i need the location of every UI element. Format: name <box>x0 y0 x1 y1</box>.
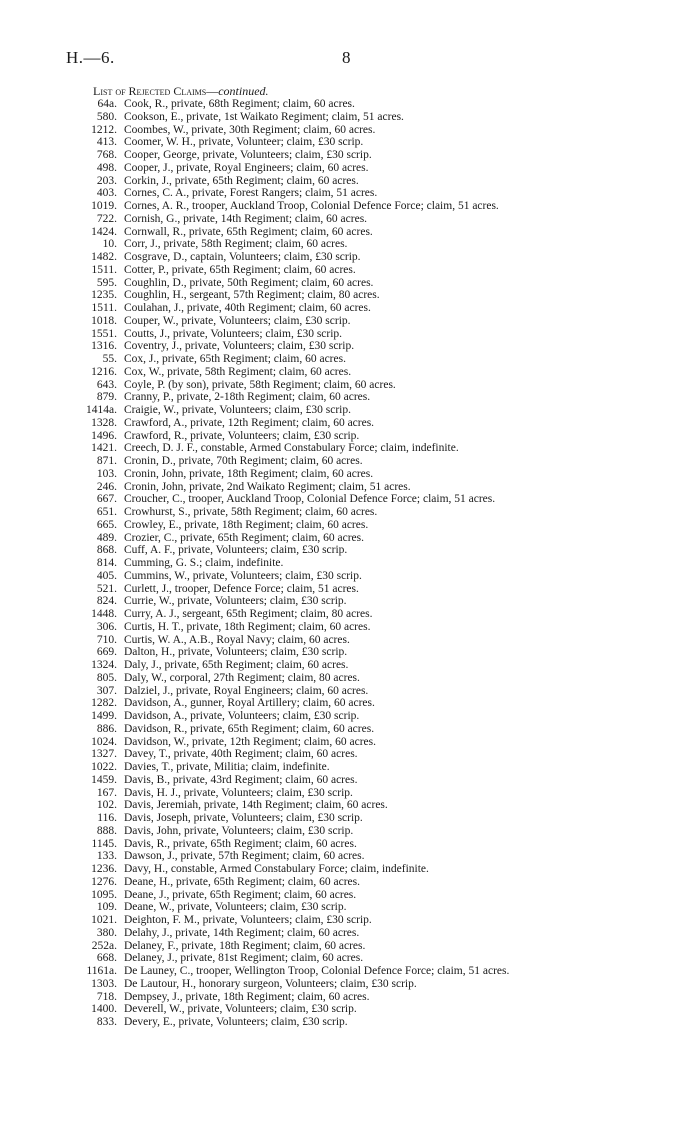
claim-number: 651. <box>96 506 117 518</box>
claim-text: Cuff, A. F., private, Volunteers; claim, £30 scrip. <box>124 544 348 557</box>
claim-text: Delahy, J., private, 14th Regiment; claim, 60 acres. <box>124 926 360 939</box>
claim-number: 403. <box>96 187 117 200</box>
claim-text: Cranny, P., private, 2-18th Regiment; claim, 60 acres. <box>124 391 371 404</box>
claim-text: Deane, J., private, 65th Regiment; claim, 60 acres. <box>124 888 357 901</box>
claim-number: 1448. <box>91 608 117 620</box>
claim-entry <box>60 213 690 226</box>
claim-number: 1496. <box>91 429 117 442</box>
claim-entry <box>60 723 690 736</box>
claim-number: 1324. <box>91 659 117 671</box>
claim-entry <box>60 914 690 927</box>
claim-entry <box>60 748 690 761</box>
claim-text: Davis, B., private, 43rd Regiment; claim, 60 acres. <box>124 773 358 786</box>
list-continued: continued. <box>218 84 269 98</box>
claim-entry <box>60 1016 690 1029</box>
claim-number: 252a. <box>91 939 117 952</box>
claim-text: Curlett, J., trooper, Defence Force; claim, 51 acres. <box>124 582 359 595</box>
claim-number: 306. <box>96 620 117 633</box>
claim-entry <box>60 557 690 570</box>
claim-entry <box>60 111 690 124</box>
claim-text: Cooper, George, private, Volunteers; claim, £30 scrip. <box>124 149 372 161</box>
claim-text: Cox, J., private, 65th Regiment; claim, 60 acres. <box>124 353 346 365</box>
claim-number: 167. <box>96 786 117 799</box>
claim-text: Crozier, C., private, 65th Regiment; claim, 60 acres. <box>124 531 365 544</box>
claim-entry <box>60 251 690 264</box>
claim-number: 1021. <box>91 914 117 926</box>
claim-number: 307. <box>96 684 117 697</box>
claim-entry <box>60 277 690 290</box>
claim-number: 722. <box>96 212 117 225</box>
claim-text: De Launey, C., trooper, Wellington Troop, Colonial Defence Force; claim, 51 acres. <box>124 965 510 977</box>
claim-text: Coutts, J., private, Volunteers; claim, £30 scrip. <box>124 327 343 340</box>
claim-entry <box>60 328 690 341</box>
claim-number: 888. <box>96 824 117 837</box>
claim-entry <box>60 532 690 545</box>
claim-entry <box>60 901 690 914</box>
claim-number: 580. <box>96 110 117 123</box>
claim-text: Davis, Joseph, private, Volunteers; claim, £30 scrip. <box>124 812 363 824</box>
claim-text: Dempsey, J., private, 18th Regiment; claim, 60 acres. <box>124 990 370 1003</box>
list-title: List of Rejected Claims— <box>93 84 219 98</box>
claim-entry <box>60 646 690 659</box>
claim-text: Coventry, J., private, Volunteers; claim, £30 scrip. <box>124 340 355 353</box>
claim-text: Cox, W., private, 58th Regiment; claim, 60 acres. <box>124 365 352 378</box>
claim-entry <box>60 404 690 417</box>
claim-text: Curry, A. J., sergeant, 65th Regiment; claim, 80 acres. <box>124 608 373 620</box>
claim-number: 1303. <box>91 977 117 990</box>
claim-number: 814. <box>96 557 117 569</box>
claim-entry <box>60 187 690 200</box>
claim-text: Davis, R., private, 65th Regiment; claim, 60 acres. <box>124 837 357 850</box>
claim-entry <box>60 608 690 621</box>
claim-number: 246. <box>96 480 117 493</box>
claim-text: Davis, John, private, Volunteers; claim, £30 scrip. <box>124 824 354 837</box>
claim-entry <box>60 876 690 889</box>
claim-entry <box>60 787 690 800</box>
claim-number: 203. <box>96 174 117 187</box>
claim-text: Corr, J., private, 58th Regiment; claim, 60 acres. <box>124 238 348 251</box>
claim-text: Cronin, John, private, 18th Regiment; claim, 60 acres. <box>124 467 374 480</box>
claim-number: 1212. <box>91 123 117 136</box>
claim-entry <box>60 124 690 137</box>
claim-number: 1018. <box>91 314 117 327</box>
claim-text: Crowhurst, S., private, 58th Regiment; claim, 60 acres. <box>124 506 378 518</box>
claim-text: Davidson, A., gunner, Royal Artillery; claim, 60 acres. <box>124 697 375 710</box>
claim-entry <box>60 965 690 978</box>
claim-entry <box>60 493 690 506</box>
claim-number: 64a. <box>97 98 117 110</box>
claim-entry <box>60 991 690 1004</box>
claim-entry <box>60 442 690 455</box>
claim-entry <box>60 468 690 481</box>
claim-entry <box>60 162 690 175</box>
claim-entry <box>60 149 690 162</box>
claim-entry <box>60 481 690 494</box>
claim-number: 768. <box>96 149 117 161</box>
claim-number: 405. <box>96 569 117 582</box>
claim-number: 665. <box>96 518 117 531</box>
claim-number: 1216. <box>91 365 117 378</box>
claim-entry <box>60 697 690 710</box>
claim-number: 133. <box>96 850 117 863</box>
claim-entry <box>60 238 690 251</box>
claim-entry <box>60 889 690 902</box>
claim-number: 886. <box>96 722 117 735</box>
claim-entry <box>60 927 690 940</box>
claim-text: Coyle, P. (by son), private, 58th Regiment; claim, 60 acres. <box>124 378 396 391</box>
claim-number: 1459. <box>91 773 117 786</box>
claim-number: 1482. <box>91 251 117 263</box>
claim-entry <box>60 710 690 723</box>
claim-entry <box>60 850 690 863</box>
claim-text: Coughlin, D., private, 50th Regiment; claim, 60 acres. <box>124 276 374 289</box>
claim-entry <box>60 455 690 468</box>
claim-entry <box>60 659 690 672</box>
claim-text: Daly, J., private, 65th Regiment; claim, 60 acres. <box>124 659 349 671</box>
claim-entry <box>60 736 690 749</box>
claim-number: 116. <box>97 812 117 824</box>
claim-number: 1276. <box>91 875 117 888</box>
claim-entry <box>60 264 690 277</box>
claim-entry <box>60 98 690 111</box>
claim-entry <box>60 200 690 213</box>
claim-entry <box>60 366 690 379</box>
claim-number: 595. <box>96 276 117 289</box>
claim-text: Creech, D. J. F., constable, Armed Constabulary Force; claim, indefinite. <box>124 442 459 455</box>
claim-number: 1414a. <box>86 404 117 416</box>
claim-text: Davidson, R., private, 65th Regiment; claim, 60 acres. <box>124 722 375 735</box>
claim-entry <box>60 315 690 328</box>
claim-text: Daly, W., corporal, 27th Regiment; claim, 80 acres. <box>124 671 360 684</box>
claim-entry <box>60 417 690 430</box>
claim-text: Dawson, J., private, 57th Regiment; claim, 60 acres. <box>124 850 365 863</box>
claim-number: 1511. <box>91 302 117 314</box>
claim-number: 1282. <box>91 697 117 710</box>
claim-number: 103. <box>96 467 117 480</box>
claim-text: Delaney, J., private, 81st Regiment; claim, 60 acres. <box>124 952 364 965</box>
claim-number: 669. <box>96 646 117 659</box>
claim-entry <box>60 672 690 685</box>
claim-entry <box>60 825 690 838</box>
claim-entry <box>60 430 690 443</box>
claim-text: Davis, H. J., private, Volunteers; claim, £30 scrip. <box>124 786 353 799</box>
claim-number: 521. <box>96 582 117 595</box>
claim-number: 1095. <box>91 888 117 901</box>
claim-text: Dalziel, J., private, Royal Engineers; claim, 60 acres. <box>124 684 369 697</box>
claim-entry <box>60 774 690 787</box>
claim-number: 10. <box>102 238 117 251</box>
claim-number: 668. <box>96 952 117 965</box>
claim-text: Couper, W., private, Volunteers; claim, £30 scrip. <box>124 314 351 327</box>
claim-number: 1145. <box>91 837 117 850</box>
claim-number: 102. <box>96 799 117 812</box>
claim-text: De Lautour, H., honorary surgeon, Volunteers; claim, £30 scrip. <box>124 977 417 990</box>
claim-text: Devery, E., private, Volunteers; claim, £30 scrip. <box>124 1016 348 1028</box>
claim-entry <box>60 952 690 965</box>
claim-number: 1327. <box>91 748 117 761</box>
claim-text: Delaney, F., private, 18th Regiment; claim, 60 acres. <box>124 939 366 952</box>
claim-text: Deverell, W., private, Volunteers; claim, £30 scrip. <box>124 1003 357 1016</box>
claim-number: 109. <box>96 901 117 914</box>
claim-entry <box>60 175 690 188</box>
claim-number: 1022. <box>91 761 117 773</box>
claim-text: Cronin, John, private, 2nd Waikato Regiment; claim, 51 acres. <box>124 480 411 493</box>
claim-number: 498. <box>96 161 117 174</box>
claim-text: Cotter, P., private, 65th Regiment; claim, 60 acres. <box>124 263 356 276</box>
claim-text: Cornes, A. R., trooper, Auckland Troop, Colonial Defence Force; claim, 51 acres. <box>124 200 499 212</box>
claim-text: Croucher, C., trooper, Auckland Troop, Colonial Defence Force; claim, 51 acres. <box>124 493 496 506</box>
claim-number: 1161a. <box>86 965 117 977</box>
claim-number: 1421. <box>91 442 117 455</box>
claim-text: Curtis, W. A., A.B., Royal Navy; claim, 60 acres. <box>124 633 350 646</box>
claim-entry <box>60 570 690 583</box>
claim-text: Corkin, J., private, 65th Regiment; claim, 60 acres. <box>124 174 359 187</box>
claim-text: Coughlin, H., sergeant, 57th Regiment; claim, 80 acres. <box>124 289 380 302</box>
claim-number: 824. <box>96 595 117 608</box>
claim-entry <box>60 621 690 634</box>
claim-text: Deighton, F. M., private, Volunteers; claim, £30 scrip. <box>124 914 372 926</box>
claim-text: Coombes, W., private, 30th Regiment; claim, 60 acres. <box>124 123 376 136</box>
claim-text: Davey, T., private, 40th Regiment; claim, 60 acres. <box>124 748 358 761</box>
claim-text: Cornwall, R., private, 65th Regiment; claim, 60 acres. <box>124 225 373 238</box>
claim-number: 1551. <box>91 327 117 340</box>
claim-number: 643. <box>96 378 117 391</box>
claim-text: Davidson, W., private, 12th Regiment; claim, 60 acres. <box>124 735 376 748</box>
claim-text: Davis, Jeremiah, private, 14th Regiment; claim, 60 acres. <box>124 799 388 812</box>
claim-text: Cornish, G., private, 14th Regiment; claim, 60 acres. <box>124 212 368 225</box>
claim-number: 805. <box>96 671 117 684</box>
claim-number: 489. <box>96 531 117 544</box>
claim-text: Currie, W., private, Volunteers; claim, £30 scrip. <box>124 595 347 608</box>
claim-number: 380. <box>96 926 117 939</box>
claim-number: 1024. <box>91 735 117 748</box>
claim-entry <box>60 761 690 774</box>
claim-number: 710. <box>96 633 117 646</box>
page-number: 8 <box>342 48 351 67</box>
claim-entry <box>60 1003 690 1016</box>
claim-text: Deane, W., private, Volunteers; claim, £30 scrip. <box>124 901 347 914</box>
claim-number: 1511. <box>91 263 117 276</box>
claim-text: Cornes, C. A., private, Forest Rangers; claim, 51 acres. <box>124 187 378 200</box>
claim-entry <box>60 544 690 557</box>
claim-number: 868. <box>96 544 117 557</box>
claim-number: 1019. <box>91 200 117 212</box>
claim-entry <box>60 685 690 698</box>
list-heading <box>93 84 269 99</box>
claim-text: Cosgrave, D., captain, Volunteers; claim, £30 scrip. <box>124 251 361 263</box>
claim-text: Davies, T., private, Militia; claim, indefinite. <box>124 761 330 773</box>
claim-entry <box>60 226 690 239</box>
claim-number: 718. <box>96 990 117 1003</box>
claim-entry <box>60 583 690 596</box>
claim-number: 879. <box>96 391 117 404</box>
claim-text: Coulahan, J., private, 40th Regiment; claim, 60 acres. <box>124 302 371 314</box>
claim-entry <box>60 506 690 519</box>
claim-number: 667. <box>96 493 117 506</box>
claim-entry <box>60 812 690 825</box>
claim-number: 871. <box>96 455 117 467</box>
claim-entry <box>60 863 690 876</box>
claim-number: 1236. <box>91 863 117 875</box>
claim-entry <box>60 136 690 149</box>
claim-number: 55. <box>102 353 117 365</box>
claim-entry <box>60 838 690 851</box>
claim-number: 1316. <box>91 340 117 353</box>
claim-text: Coomer, W. H., private, Volunteer; claim, £30 scrip. <box>124 136 364 149</box>
claim-text: Curtis, H. T., private, 18th Regiment; claim, 60 acres. <box>124 620 371 633</box>
claim-text: Cooper, J., private, Royal Engineers; claim, 60 acres. <box>124 161 369 174</box>
claim-entry <box>60 379 690 392</box>
claim-entry <box>60 978 690 991</box>
claim-text: Crowley, E., private, 18th Regiment; claim, 60 acres. <box>124 518 369 531</box>
claim-entry <box>60 634 690 647</box>
claim-entry <box>60 340 690 353</box>
claim-text: Cookson, E., private, 1st Waikato Regiment; claim, 51 acres. <box>124 110 404 123</box>
claim-number: 1424. <box>91 225 117 238</box>
claim-number: 1400. <box>91 1003 117 1016</box>
claim-text: Davy, H., constable, Armed Constabulary Force; claim, indefinite. <box>124 863 429 875</box>
claim-text: Deane, H., private, 65th Regiment; claim, 60 acres. <box>124 875 360 888</box>
claim-text: Crawford, R., private, Volunteers; claim, £30 scrip. <box>124 429 360 442</box>
claim-entry <box>60 353 690 366</box>
claim-entry <box>60 799 690 812</box>
claim-text: Davidson, A., private, Volunteers; claim, £30 scrip. <box>124 710 360 722</box>
claim-number: 833. <box>96 1016 117 1028</box>
claim-entry <box>60 289 690 302</box>
claim-number: 1235. <box>91 289 117 302</box>
claim-entry <box>60 302 690 315</box>
claims-list <box>60 98 690 1029</box>
claim-entry <box>60 391 690 404</box>
claim-number: 1499. <box>91 710 117 722</box>
claim-entry <box>60 595 690 608</box>
claim-number: 1328. <box>91 416 117 429</box>
claim-text: Dalton, H., private, Volunteers; claim, £30 scrip. <box>124 646 348 659</box>
claim-text: Cumming, G. S.; claim, indefinite. <box>124 557 284 569</box>
claim-text: Cummins, W., private, Volunteers; claim, £30 scrip. <box>124 569 362 582</box>
claim-text: Cronin, D., private, 70th Regiment; claim, 60 acres. <box>124 455 363 467</box>
document-reference: H.—6. <box>66 48 115 67</box>
claim-text: Cook, R., private, 68th Regiment; claim, 60 acres. <box>124 98 355 110</box>
claim-entry <box>60 940 690 953</box>
claim-number: 413. <box>96 136 117 149</box>
claim-text: Craigie, W., private, Volunteers; claim, £30 scrip. <box>124 404 351 416</box>
claim-entry <box>60 519 690 532</box>
claim-text: Crawford, A., private, 12th Regiment; claim, 60 acres. <box>124 416 375 429</box>
